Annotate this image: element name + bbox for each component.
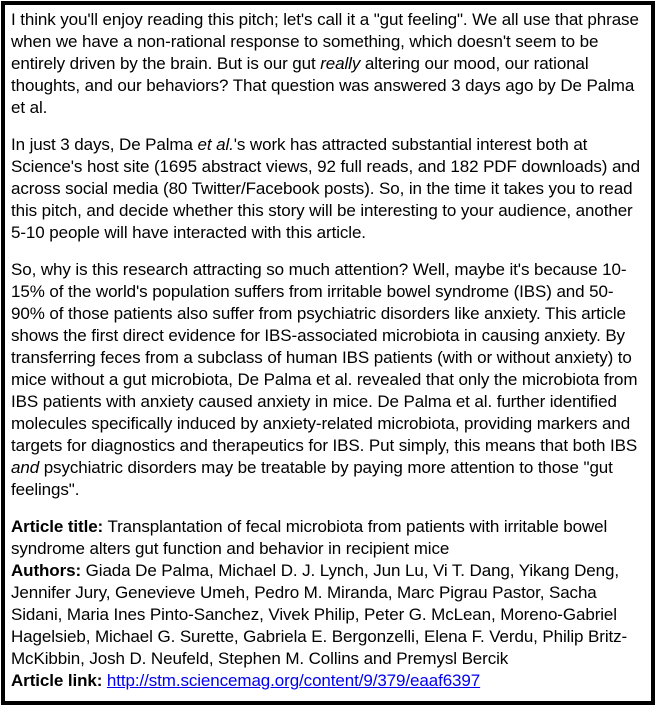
text-segment: psychiatric disorders may be treatable by paying more attention to those "gut feelings".: [11, 458, 613, 499]
intro-paragraph: [11, 9, 645, 119]
pitch-document: [1, 1, 655, 705]
text-segment: So, why is this research attracting so much attention? Well, maybe it's because 10-15% of the world's population suffers from irritable bowel syndrome (IBS) and 50-90% of those patients also suffer from psychiatric disorders like anxiety. This article shows the first direct evidence for IBS-associated microbiota in causing anxiety. By transferring feces from a subclass of human IBS patients (with or without anxiety) to mice without a gut microbiota, De Palma et al. revealed that only the microbiota from IBS patients with anxiety caused anxiety in mice. De Palma et al. further identified molecules specifically induced by anxiety-related microbiota, providing markers and targets for diagnostics and therapeutics for IBS. Put simply, this means that both IBS: [11, 260, 638, 455]
article-meta-block: [11, 516, 645, 692]
text-segment: In just 3 days, De Palma: [11, 135, 198, 154]
bold-label: Authors:: [11, 561, 82, 580]
italic-text: et al.: [197, 135, 234, 154]
text-segment: Giada De Palma, Michael D. J. Lynch, Jun Lu, Vi T. Dang, Yikang Deng, Jennifer Jury, Genevieve Umeh, Pedro M. Miranda, Marc Pigrau Pastor, Sacha Sidani, Maria Ines Pinto-Sanchez, Vivek Philip, Peter G. McLean, Moreno-Gabriel Hagelsieb, Michael G. Surette, Gabriela E. Bergonzelli, Elena F. Verdu, Philip Britz-McKibbin, Josh D. Neufeld, Stephen M. Collins and Premysl Bercik: [11, 561, 628, 668]
research-summary-paragraph: [11, 259, 645, 501]
article-link[interactable]: http://stm.sciencemag.org/content/9/379/eaaf6397: [106, 671, 481, 690]
italic-text: really: [320, 54, 361, 73]
text-segment: Transplantation of fecal microbiota from patients with irritable bowel syndrome alters gut function and behavior in recipient mice: [11, 517, 608, 558]
text-segment: 's work has attracted substantial interest both at Science's host site (1695 abstract views, 92 full reads, and 182 PDF downloads) and across social media (80 Twitter/Facebook posts). So, in the time it takes you to read this pitch, and decide whether this story will be interesting to your audience, another 5-10 people will have interacted with this article.: [11, 135, 641, 242]
pitch-text: [5, 5, 651, 701]
text-segment: altering our mood, our rational thoughts, and our behaviors? That question was answered 3 days ago by De Palma et al.: [11, 54, 635, 117]
italic-text: and: [11, 458, 40, 477]
bold-label: Article title:: [11, 517, 104, 536]
text-segment: I think you'll enjoy reading this pitch; let's call it a "gut feeling". We all use that phrase when we have a non-rational response to something, which doesn't seem to be entirely driven by the brain. But is our gut: [11, 10, 639, 73]
bold-label: Article link:: [11, 671, 103, 690]
interest-stats-paragraph: [11, 134, 645, 244]
